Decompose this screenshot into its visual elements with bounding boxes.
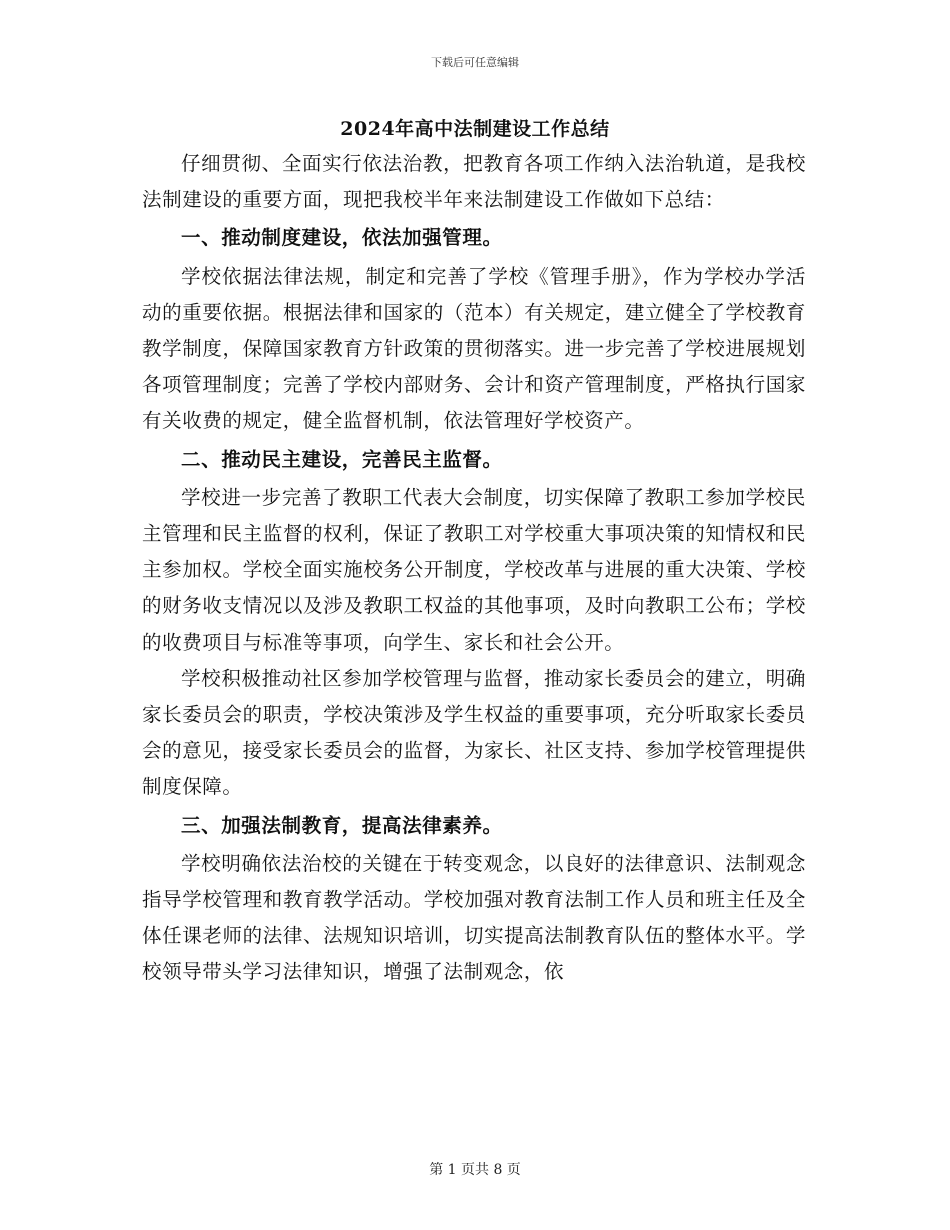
section-1-heading: 一、推动制度建设，依法加强管理。: [181, 226, 503, 250]
section-3-heading: 三、加强法制教育，提高法律素养。: [181, 813, 503, 837]
section-2-heading: 二、推动民主建设，完善民主监督。: [181, 447, 503, 471]
section-1-paragraph-1: 学校依据法律法规，制定和完善了学校《管理手册》，作为学校办学活动的重要依据。根据法律和国家的（范本）有关规定，建立健全了学校教育教学制度，保障国家教育方针政策的贯彻落实。进一步完善了学校进展规划各项管理制度；完善了学校内部财务、会计和资产管理制度，严格执行国家有关收费的规定，健全监督机制，依法管理好学校资产。: [142, 264, 806, 433]
document-body: [142, 146, 806, 991]
header-note: 下载后可任意编辑: [431, 56, 519, 69]
document-title: 2024年高中法制建设工作总结: [340, 118, 610, 140]
intro-paragraph: 仔细贯彻、全面实行依法治教，把教育各项工作纳入法治轨道，是我校法制建设的重要方面，现把我校半年来法制建设工作做如下总结：: [142, 152, 806, 212]
section-3-paragraph-1: 学校明确依法治校的关键在于转变观念，以良好的法律意识、法制观念指导学校管理和教育教学活动。学校加强对教育法制工作人员和班主任及全体任课老师的法律、法规知识培训，切实提高法制教育队伍的整体水平。学校领导带头学习法律知识，增强了法制观念，依: [142, 851, 806, 984]
page-footer: 第 1 页共 8 页: [429, 1162, 521, 1178]
section-2-paragraph-1: 学校进一步完善了教职工代表大会制度，切实保障了教职工参加学校民主管理和民主监督的权利，保证了教职工对学校重大事项决策的知情权和民主参加权。学校全面实施校务公开制度，学校改革与进展的重大决策、学校的财务收支情况以及涉及教职工权益的其他事项，及时向教职工公布；学校的收费项目与标准等事项，向学生、家长和社会公开。: [142, 485, 806, 654]
section-2-paragraph-2: 学校积极推动社区参加学校管理与监督，推动家长委员会的建立，明确家长委员会的职责，学校决策涉及学生权益的重要事项，充分听取家长委员会的意见，接受家长委员会的监督，为家长、社区支持、参加学校管理提供制度保障。: [142, 666, 806, 799]
